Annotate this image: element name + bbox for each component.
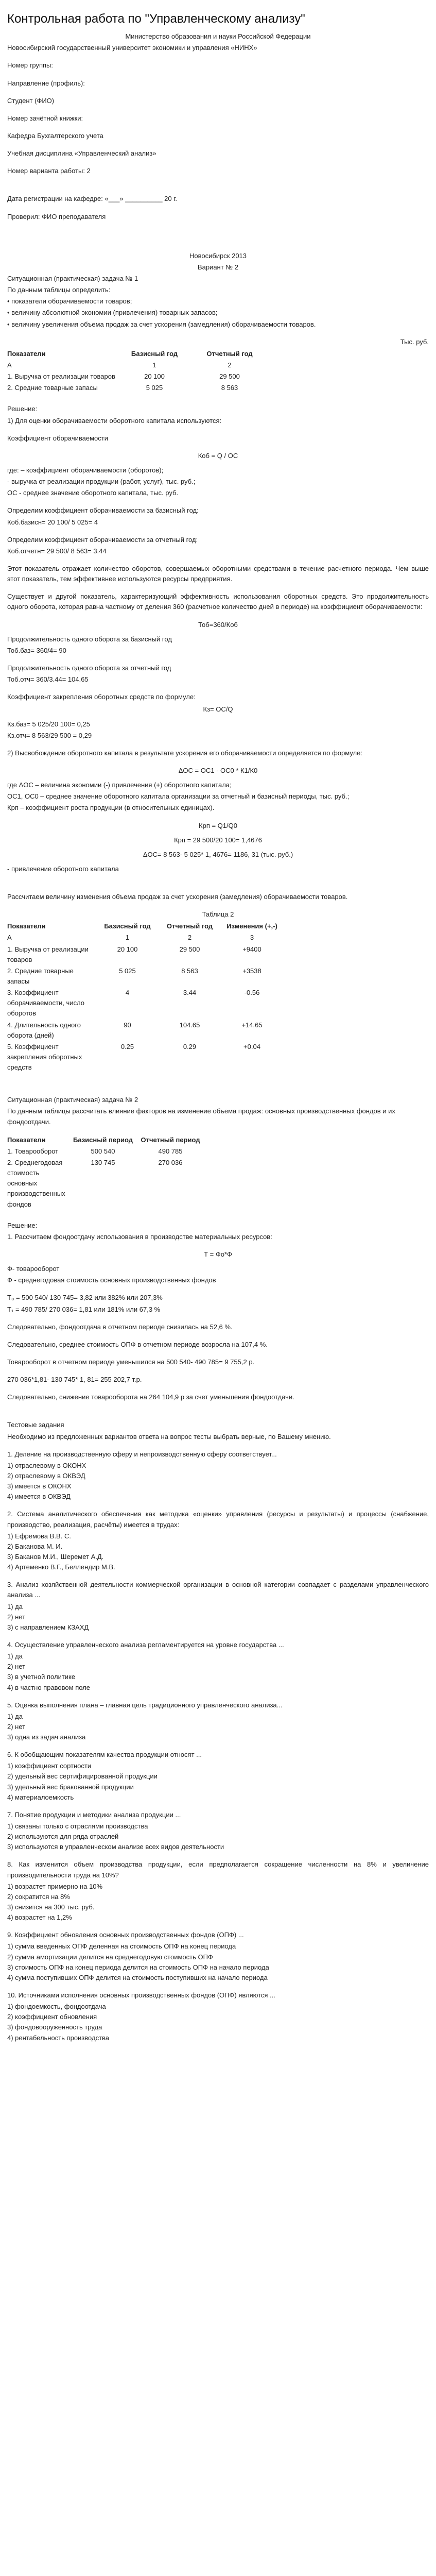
test-question (7, 1990, 429, 2043)
question-text: 1. Деление на производственную сферу и непроизводственную сферу соответствует... (7, 1450, 277, 1458)
solution-text: Существует и другой показатель, характеризующий эффективность использования оборотных средств. Это продолжительность одного оборота, которая равна частному от деления 360 (расчетное количество дней в периоде) на коэффициент оборачиваемости: (7, 592, 429, 611)
table-header-row (7, 348, 269, 360)
answer-option: 2) коэффициент обновления (7, 2013, 97, 2021)
task2-heading: Ситуационная (практическая) задача № 2 (7, 1096, 138, 1104)
answer-option: 1) возрастет примерно на 10% (7, 1882, 103, 1890)
solution-text: Следовательно, среднее стоимость ОПФ в отчетном периоде возросла на 107,4 %. (7, 1340, 268, 1348)
table-cell: 5. Коэффициент закрепления оборотных средств (7, 1042, 82, 1072)
question-text: 5. Оценка выполнения плана – главная цель традиционного управленческого анализа... (7, 1701, 283, 1709)
task1-table2 (7, 921, 285, 1073)
table-cell: 29 500 (179, 945, 200, 953)
table-cell: +9400 (242, 945, 261, 953)
table-header-cell: Отчетный год (206, 349, 253, 358)
answer-option: 3) одна из задач анализа (7, 1733, 86, 1741)
answer-option: 3) Баканов М.И., Шеремет А.Д. (7, 1552, 104, 1561)
table-header-cell: Базисный год (104, 922, 151, 930)
answer-option: 1) связаны только с отраслями производства (7, 1822, 148, 1831)
answer-option: 3) используются в управленческом анализе всех видов деятельности (7, 1843, 224, 1851)
table-cell: 20 100 (117, 945, 138, 953)
table-row (7, 987, 285, 1019)
answer-option: 4) материалоемкость (7, 1793, 74, 1801)
solution-calc: Тоб.баз= 360/4= 90 (7, 646, 66, 654)
solution-text: Коэффициент оборачиваемости (7, 434, 108, 442)
test-question (7, 1810, 429, 1853)
formula: Т = Фо*Ф (204, 1250, 232, 1258)
solution-text: Рассчитаем величину изменения объема продаж за счет ускорения (замедления) оборачиваемости товаров. (7, 893, 348, 901)
table-cell: 130 745 (91, 1159, 115, 1167)
answer-option: 2) удельный вес сертифицированной продукции (7, 1772, 158, 1781)
test-question (7, 1449, 429, 1502)
solution-text: Этот показатель отражает количество оборотов, совершаемых оборотными средствами в течение расчетного периода. Чем выше этот показатель, тем эффективнее используются ресурсы предприятия. (7, 564, 429, 583)
question-text: 8. Как изменится объем производства продукции, если предполагается сокращение численности на 8% и увеличение производительности труда на 10%? (7, 1860, 429, 1879)
solution-calc: Крп = 29 500/20 100= 1,4676 (174, 836, 262, 844)
answer-option: 1) да (7, 1652, 23, 1660)
solution-text: где: – коэффициент оборачиваемости (оборотов); (7, 466, 164, 474)
solution-calc: Т₁ = 490 785/ 270 036= 1,81 или 181% или 67,3 % (7, 1305, 161, 1313)
task1-heading: Ситуационная (практическая) задача № 1 (7, 275, 138, 283)
table-cell: 8 563 (221, 384, 238, 392)
answer-option: 4) сумма поступивших ОПФ делится на стоимость поступивших на начало периода (7, 1973, 268, 1981)
solution-text: Определим коэффициент оборачиваемости за отчетный год: (7, 535, 198, 544)
table-header-cell: Отчетный период (141, 1136, 200, 1144)
table-cell: 270 036 (158, 1159, 183, 1167)
table-cell: 90 (124, 1021, 131, 1029)
solution-calc: Кз.баз= 5 025/20 100= 0,25 (7, 720, 90, 728)
form-field: Номер варианта работы: 2 (7, 167, 91, 175)
answer-option: 1) отраслевому в ОКОНХ (7, 1461, 86, 1469)
solution-text: 1) Для оценки оборачиваемости оборотного капитала используются: (7, 416, 222, 425)
solution-label: Решение: (7, 1221, 38, 1229)
task1-bullet: • величину увеличения объема продаж за счет ускорения (замедления) оборачиваемости товаров. (7, 320, 316, 328)
form-field: Номер группы: (7, 61, 53, 70)
solution-text: 2) Высвобождение оборотного капитала в результате ускорения его оборачиваемости определяется по формуле: (7, 749, 362, 757)
solution-calc: 270 036*1,81- 130 745* 1, 81= 255 202,7 т.р. (7, 1376, 142, 1384)
solution-calc: ΔОС= 8 563- 5 025* 1, 4676= 1186, 31 (тыс. руб.) (143, 850, 293, 858)
solution-text: - привлечение оборотного капитала (7, 865, 119, 873)
formula: Коб = Q / ОС (198, 451, 238, 460)
answer-option: 4) имеется в ОКВЭД (7, 1493, 71, 1501)
page-title: Контрольная работа по "Управленческому анализу" (7, 12, 305, 26)
solution-calc: Кз.отч= 8 563/29 500 = 0,29 (7, 731, 92, 739)
table-cell: 0.25 (120, 1042, 134, 1050)
task1-unit: Тыс. руб. (400, 337, 429, 346)
table-header-cell: Базисный год (131, 349, 178, 358)
answer-option: 2) нет (7, 1613, 26, 1621)
table-cell: 0.29 (183, 1042, 197, 1050)
solution-calc: Т₀ = 500 540/ 130 745= 3,82 или 382% или 207,3% (7, 1294, 163, 1302)
table-cell: 4 (125, 989, 130, 997)
task2-table (7, 1134, 207, 1210)
solution-text: Коэффициент закрепления оборотных средств по формуле: (7, 693, 196, 701)
table-cell: +0.04 (243, 1042, 260, 1050)
solution-text: 1. Рассчитаем фондоотдачу использования в производстве материальных ресурсов: (7, 1232, 272, 1241)
solution-text: Ф - среднегодовая стоимость основных производственных фондов (7, 1276, 216, 1284)
table-cell: 2. Среднегодовая стоимость основных производственных фондов (7, 1159, 65, 1208)
solution-text: Определим коэффициент оборачиваемости за базисный год: (7, 506, 199, 515)
form-field: Направление (профиль): (7, 79, 85, 87)
solution-text: где ΔОС – величина экономии (-) привлечения (+) оборотного капитала; (7, 781, 232, 789)
answer-option: 1) Ефремова В.В. С. (7, 1532, 71, 1540)
task2-intro: По данным таблицы рассчитать влияние факторов на изменение объема продаж: основных производственных фондов и их фондоотдачи. (7, 1107, 395, 1126)
question-text: 10. Источниками исполнения основных производственных фондов (ОПФ) являются ... (7, 1991, 275, 1999)
test-intro: Необходимо из предложенных вариантов ответа на вопрос тесты выбрать верные, по Вашему мнению. (7, 1432, 331, 1440)
answer-option: 4) в частно правовом поле (7, 1683, 90, 1691)
solution-text: ОС - среднее значение оборотного капитала, тыс. руб. (7, 489, 179, 497)
form-field: Номер зачётной книжки: (7, 114, 83, 122)
solution-label: Решение: (7, 405, 38, 413)
form-field: Учебная дисциплина «Управленческий анализ» (7, 149, 156, 158)
table-cell: 5 025 (146, 384, 163, 392)
answer-option: 4) Артеменко В.Г., Беллендир М.В. (7, 1563, 115, 1571)
table-row (7, 932, 285, 943)
solution-calc: Коб.отчетн= 29 500/ 8 563= 3.44 (7, 547, 107, 555)
city-year: Новосибирск 2013 (189, 251, 247, 260)
table-row (7, 1146, 207, 1157)
question-text: 7. Понятие продукции и методики анализа продукции ... (7, 1810, 181, 1819)
answer-option: 2) отраслевому в ОКВЭД (7, 1471, 85, 1480)
answer-option: 3) снизится на 300 тыс. руб. (7, 1903, 95, 1911)
solution-calc: Тоб.отч= 360/3.44= 104.65 (7, 675, 89, 684)
table-cell: 3. Коэффициент оборачиваемости, число оборотов (7, 989, 84, 1018)
table-cell: 3.44 (183, 989, 197, 997)
table-cell: 2 (228, 361, 232, 369)
question-text: 4. Осуществление управленческого анализа регламентируется на уровне государства ... (7, 1640, 284, 1649)
task1-intro: По данным таблицы определить: (7, 286, 111, 294)
table-cell: 1. Выручка от реализации товаров (7, 372, 115, 381)
answer-option: 3) имеется в ОКОНХ (7, 1482, 72, 1490)
table-cell: 2. Средние товарные запасы (7, 967, 74, 986)
solution-text: Следовательно, снижение товарооборота на 264 104,9 р за счет уменьшения фондоотдачи. (7, 1393, 294, 1401)
test-question (7, 1509, 429, 1572)
table-cell: 3 (250, 934, 254, 942)
solution-calc: Коб.базисн= 20 100/ 5 025= 4 (7, 518, 98, 526)
solution-text: Ф- товарооборот (7, 1265, 60, 1273)
test-question (7, 1750, 429, 1803)
answer-option: 2) сократится на 8% (7, 1892, 70, 1901)
table-header-row (7, 921, 285, 932)
answer-option: 3) удельный вес бракованной продукции (7, 1783, 134, 1791)
solution-text: Крп – коэффициент роста продукции (в относительных единицах). (7, 804, 215, 812)
answer-option: 3) фондовооруженность труда (7, 2023, 102, 2031)
table-cell: 1. Выручка от реализации товаров (7, 945, 89, 963)
formula: Тоб=360/Коб (198, 620, 238, 629)
table-row (7, 371, 269, 382)
table-cell: А (7, 934, 12, 942)
test-question (7, 1859, 429, 1923)
date-line: Дата регистрации на кафедре: «___» __________ 20 г. (7, 195, 178, 203)
table-header-cell: Показатели (7, 922, 46, 930)
form-field: Студент (ФИО) (7, 96, 55, 105)
solution-text: ОС1, ОС0 – среднее значение оборотного капитала организации за отчетный и базисный периоды, тыс. руб.; (7, 792, 350, 801)
task1-bullet: • показатели оборачиваемости товаров; (7, 297, 132, 306)
table-header-row (7, 1134, 207, 1146)
test-question (7, 1640, 429, 1693)
table-cell: +14.65 (241, 1021, 263, 1029)
question-text: 6. К обобщающим показателям качества продукции относят ... (7, 1751, 202, 1759)
solution-text: Продолжительность одного оборота за базисный год (7, 635, 172, 643)
answer-option: 1) фондоемкость, фондоотдача (7, 2003, 106, 2011)
table-header-cell: Показатели (7, 349, 46, 358)
task1-bullet: • величину абсолютной экономии (привлечения) товарных запасов; (7, 309, 218, 317)
table-row (7, 944, 285, 965)
answer-option: 3) с направлением КЗАХД (7, 1623, 89, 1631)
answer-option: 2) используются для ряда отраслей (7, 1833, 119, 1841)
table-header-cell: Показатели (7, 1136, 46, 1144)
table-cell: 8 563 (181, 967, 198, 975)
table-cell: 1 (125, 934, 130, 942)
variant-label: Вариант № 2 (197, 263, 239, 271)
answer-option: 3) в учетной политике (7, 1673, 76, 1681)
question-text: 3. Анализ хозяйственной деятельности коммерческой организации в основной категории совпадает с разделами управленческого анализа ... (7, 1581, 429, 1599)
test-question (7, 1580, 429, 1633)
formula: ΔОС = ОС1 - ОС0 * К1/К0 (178, 766, 258, 774)
ministry-line: Министерство образования и науки Российской Федерации (125, 32, 311, 41)
table-cell: А (7, 361, 12, 369)
answer-option: 2) нет (7, 1722, 26, 1731)
table-row (7, 360, 269, 371)
task1-table (7, 348, 269, 394)
answer-option: 3) стоимость ОПФ на конец периода делится на стоимость ОПФ на начало периода (7, 1963, 269, 1971)
answer-option: 4) рентабельность производства (7, 2033, 110, 2042)
test-question (7, 1930, 429, 1983)
table-row (7, 382, 269, 394)
table-row (7, 1020, 285, 1041)
answer-option: 4) возрастет на 1,2% (7, 1913, 72, 1922)
table-header-cell: Изменения (+,-) (226, 922, 277, 930)
solution-calc: Крп = Q1/Q0 (199, 821, 237, 829)
table-cell: 104.65 (179, 1021, 200, 1029)
table-cell: 500 540 (91, 1147, 115, 1155)
question-text: 2. Система аналитического обеспечения как методика «оценки» управления (ресурсы и результаты) и процессы (снабжение, производство, реализация, расчёты) имеется в трудах: (7, 1510, 429, 1529)
table-cell: 1. Товарооборот (7, 1147, 59, 1155)
table-row (7, 1041, 285, 1073)
formula: Кз= ОС/Q (203, 705, 233, 714)
table-cell: -0.56 (244, 989, 260, 997)
table-header-cell: Отчетный год (166, 922, 213, 930)
table-cell: 2. Средние товарные запасы (7, 384, 98, 392)
test-question (7, 1700, 429, 1743)
answer-option: 1) коэффициент сортности (7, 1762, 92, 1770)
table-cell: 4. Длительность одного оборота (дней) (7, 1021, 81, 1039)
answer-option: 2) сумма амортизации делится на среднегодовую стоимость ОПФ (7, 1953, 213, 1961)
table-row (7, 1157, 207, 1210)
table-cell: 20 100 (144, 372, 165, 381)
answer-option: 1) сумма введенных ОПФ деленная на стоимость ОПФ на конец периода (7, 1942, 236, 1951)
answer-option: 2) нет (7, 1663, 26, 1671)
question-text: 9. Коэффициент обновления основных производственных фондов (ОПФ) ... (7, 1931, 244, 1939)
table-cell: +3538 (242, 967, 261, 975)
reviewer-line: Проверил: ФИО преподавателя (7, 212, 106, 221)
form-field: Кафедра Бухгалтерского учета (7, 132, 103, 140)
table-row (7, 965, 285, 987)
table-cell: 2 (187, 934, 192, 942)
answer-option: 1) да (7, 1712, 23, 1720)
table-header-cell: Базисный период (73, 1136, 133, 1144)
solution-text: - выручка от реализации продукции (работ, услуг), тыс. руб.; (7, 478, 196, 486)
table-cell: 5 025 (119, 967, 136, 975)
answer-option: 2) Баканова М. И. (7, 1542, 63, 1550)
table2-title: Таблица 2 (202, 910, 234, 919)
table-cell: 29 500 (219, 372, 240, 381)
solution-text: Продолжительность одного оборота за отчетный год (7, 664, 171, 672)
solution-text: Следовательно, фондоотдача в отчетном периоде снизилась на 52,6 %. (7, 1323, 233, 1331)
solution-text: Товарооборот в отчетном периоде уменьшился на 500 540- 490 785= 9 755,2 р. (7, 1358, 255, 1366)
test-heading: Тестовые задания (7, 1421, 64, 1429)
answer-option: 1) да (7, 1602, 23, 1611)
table-cell: 1 (152, 361, 156, 369)
table-cell: 490 785 (158, 1147, 183, 1155)
university-line: Новосибирский государственный университет экономики и управления «НИНХ» (7, 44, 257, 52)
